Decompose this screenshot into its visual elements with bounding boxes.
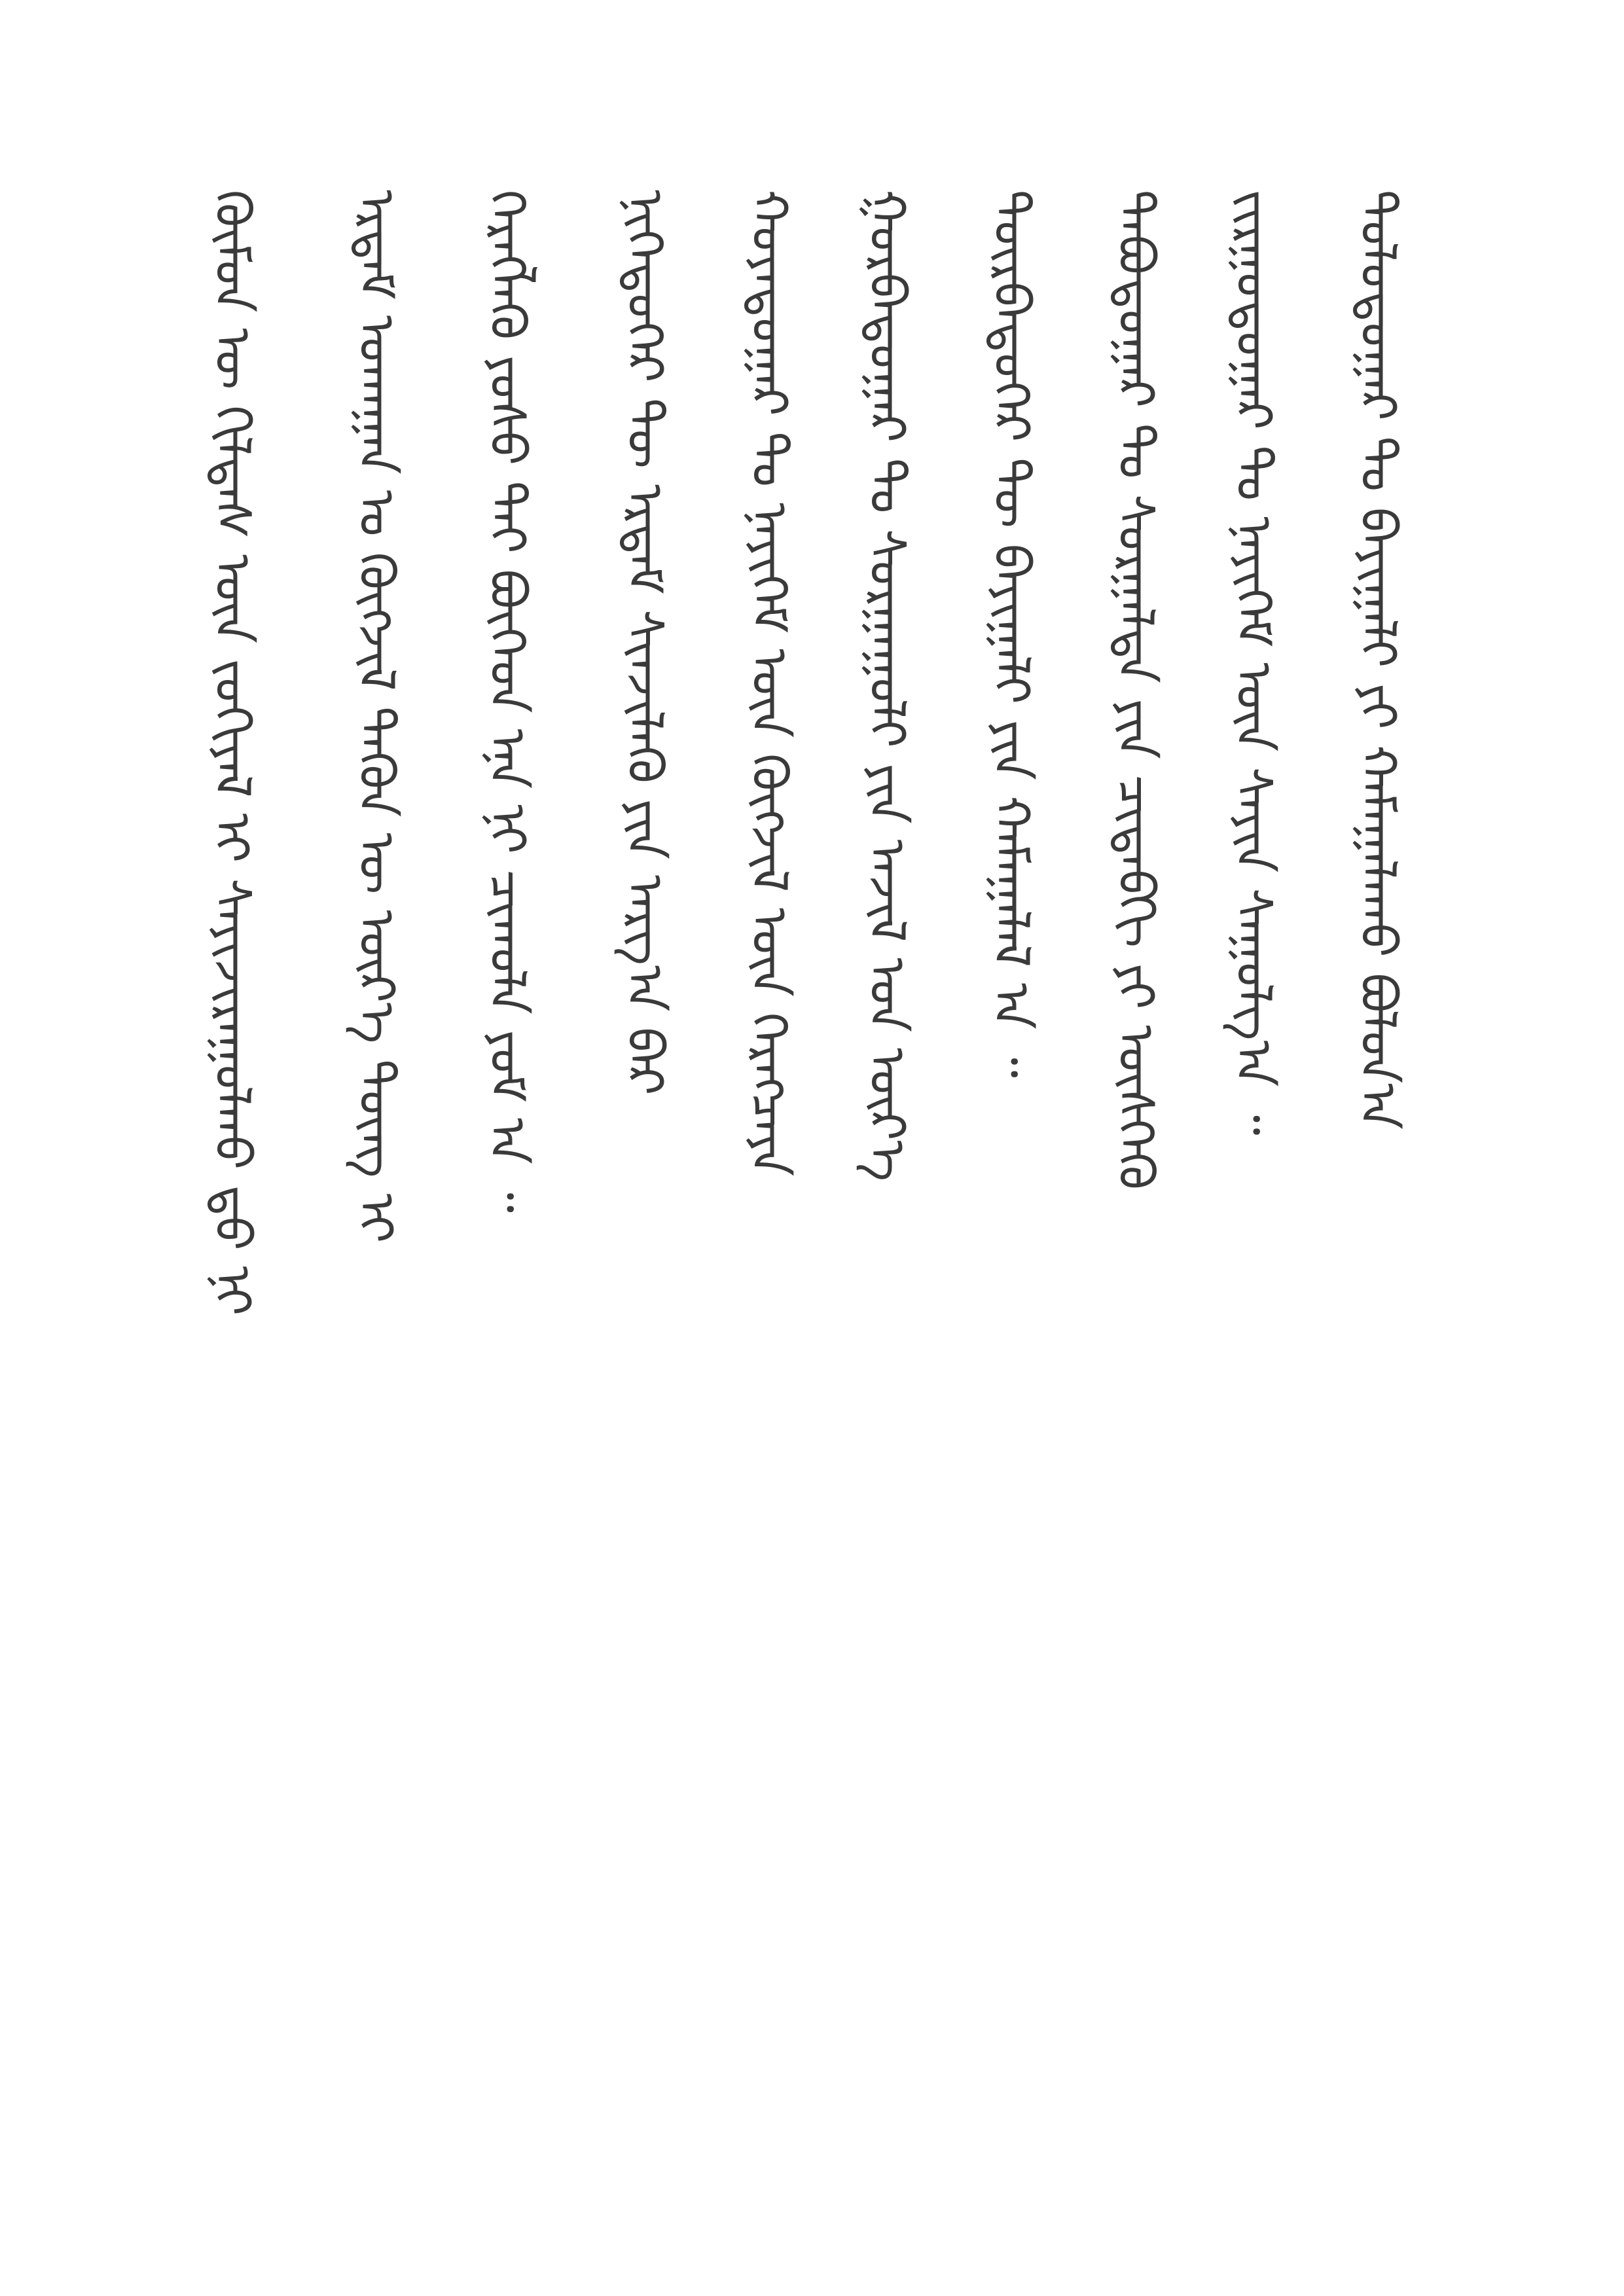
text-column-10: ᠳᠣᠯᠣᠳᠤᠭᠠᠷ ᠲᠤ ᠪᠠᠶᠢᠭᠠᠯᠢ ᠶᠢ ᠬᠠᠮᠠᠭᠠᠯᠠᠬᠤ ᠪᠣᠯᠤᠨ᠎ᠠ (1349, 190, 1407, 1130)
text-column-5: ᠬᠣᠶᠠᠳᠤᠭᠠᠷ ᠲᠤ ᠨᠡᠶᠢᠭᠡᠮ ᠦᠨ ᠬᠥᠭᠵᠢᠯ ᠦᠨ ᠬᠡᠷᠡᠭᠴᠡᠶᠡ (740, 190, 799, 1177)
text-column-6: ᠭᠤᠷᠪᠠᠳᠤᠭᠠᠷ ᠲᠤ ᠰᠤᠷᠭᠠᠭᠤᠯᠢ ᠶᠢᠨ ᠠᠵᠢᠯ ᠤᠨ ᠦᠷ᠎ᠡ (858, 190, 916, 1182)
text-column-9: ᠵᠢᠷᠭᠤᠳᠤᠭᠠᠷ ᠲᠤ ᠨᠡᠶᠢᠭᠡᠮ ᠦᠨ ᠰᠠᠶᠢᠨ ᠰᠠᠭᠤᠯᠭ᠎ᠠ ᠃ (1225, 190, 1283, 1136)
text-column-1: ᠬᠦᠮᠦᠨ ᠦ ᠬᠢᠯᠲᠡᠰ ᠦᠨ ᠵᠣᠬᠢᠶᠠᠯ ᠢ ᠰᠠᠶᠢᠵᠢᠷᠠᠭᠤᠯᠬᠤ ᠳ᠋ᠤ ᠨᠢ (204, 190, 262, 1316)
text-column-7: ᠳᠥᠷᠪᠡᠳᠦᠭᠡᠷ ᠲᠦ ᠪᠠᠶᠢᠭᠠᠯᠢ ᠶᠢᠨ ᠬᠠᠮᠠᠭᠠᠯᠠᠯ ᠠ ᠃ (983, 190, 1041, 1078)
text-column-2: ᠡᠷᠳᠡᠮ ᠤᠬᠠᠭᠠᠨ ᠤ ᠬᠥᠭᠵᠢᠯ ᠲᠡᠭᠦᠨ ᠦ ᠦᠷ᠎ᠡ ᠳᠦᠩ ᠢ (348, 190, 406, 1244)
text-column-3: ᠬᠡᠷᠡᠭᠯᠡᠬᠦ ᠶᠤᠰᠤ ᠲᠠᠢ ᠪᠥᠭᠡᠳ ᠡᠨᠡ ᠨᠢ ᠴᠢᠬᠤᠯᠠ ᠶᠤᠮ ᠠ ᠃ (478, 190, 537, 1213)
text-column-4: ᠨᠢᠭᠡᠳᠦᠭᠡᠷ ᠲᠦ ᠡᠷᠳᠡᠮ ᠰᠢᠨᠵᠢᠯᠡᠬᠦ ᠶᠢᠨ ᠠᠷᠭ᠎ᠠ ᠪᠠᠷ (616, 190, 674, 1096)
text-column-8: ᠲᠠᠪᠤᠳᠤᠭᠠᠷ ᠲᠤ ᠰᠤᠷᠭᠠᠯᠲᠠ ᠶᠢᠨ ᠴᠢᠳᠠᠪᠬᠢ ᠶᠢ ᠥᠰᠬᠡᠬᠦ (1107, 190, 1165, 1190)
